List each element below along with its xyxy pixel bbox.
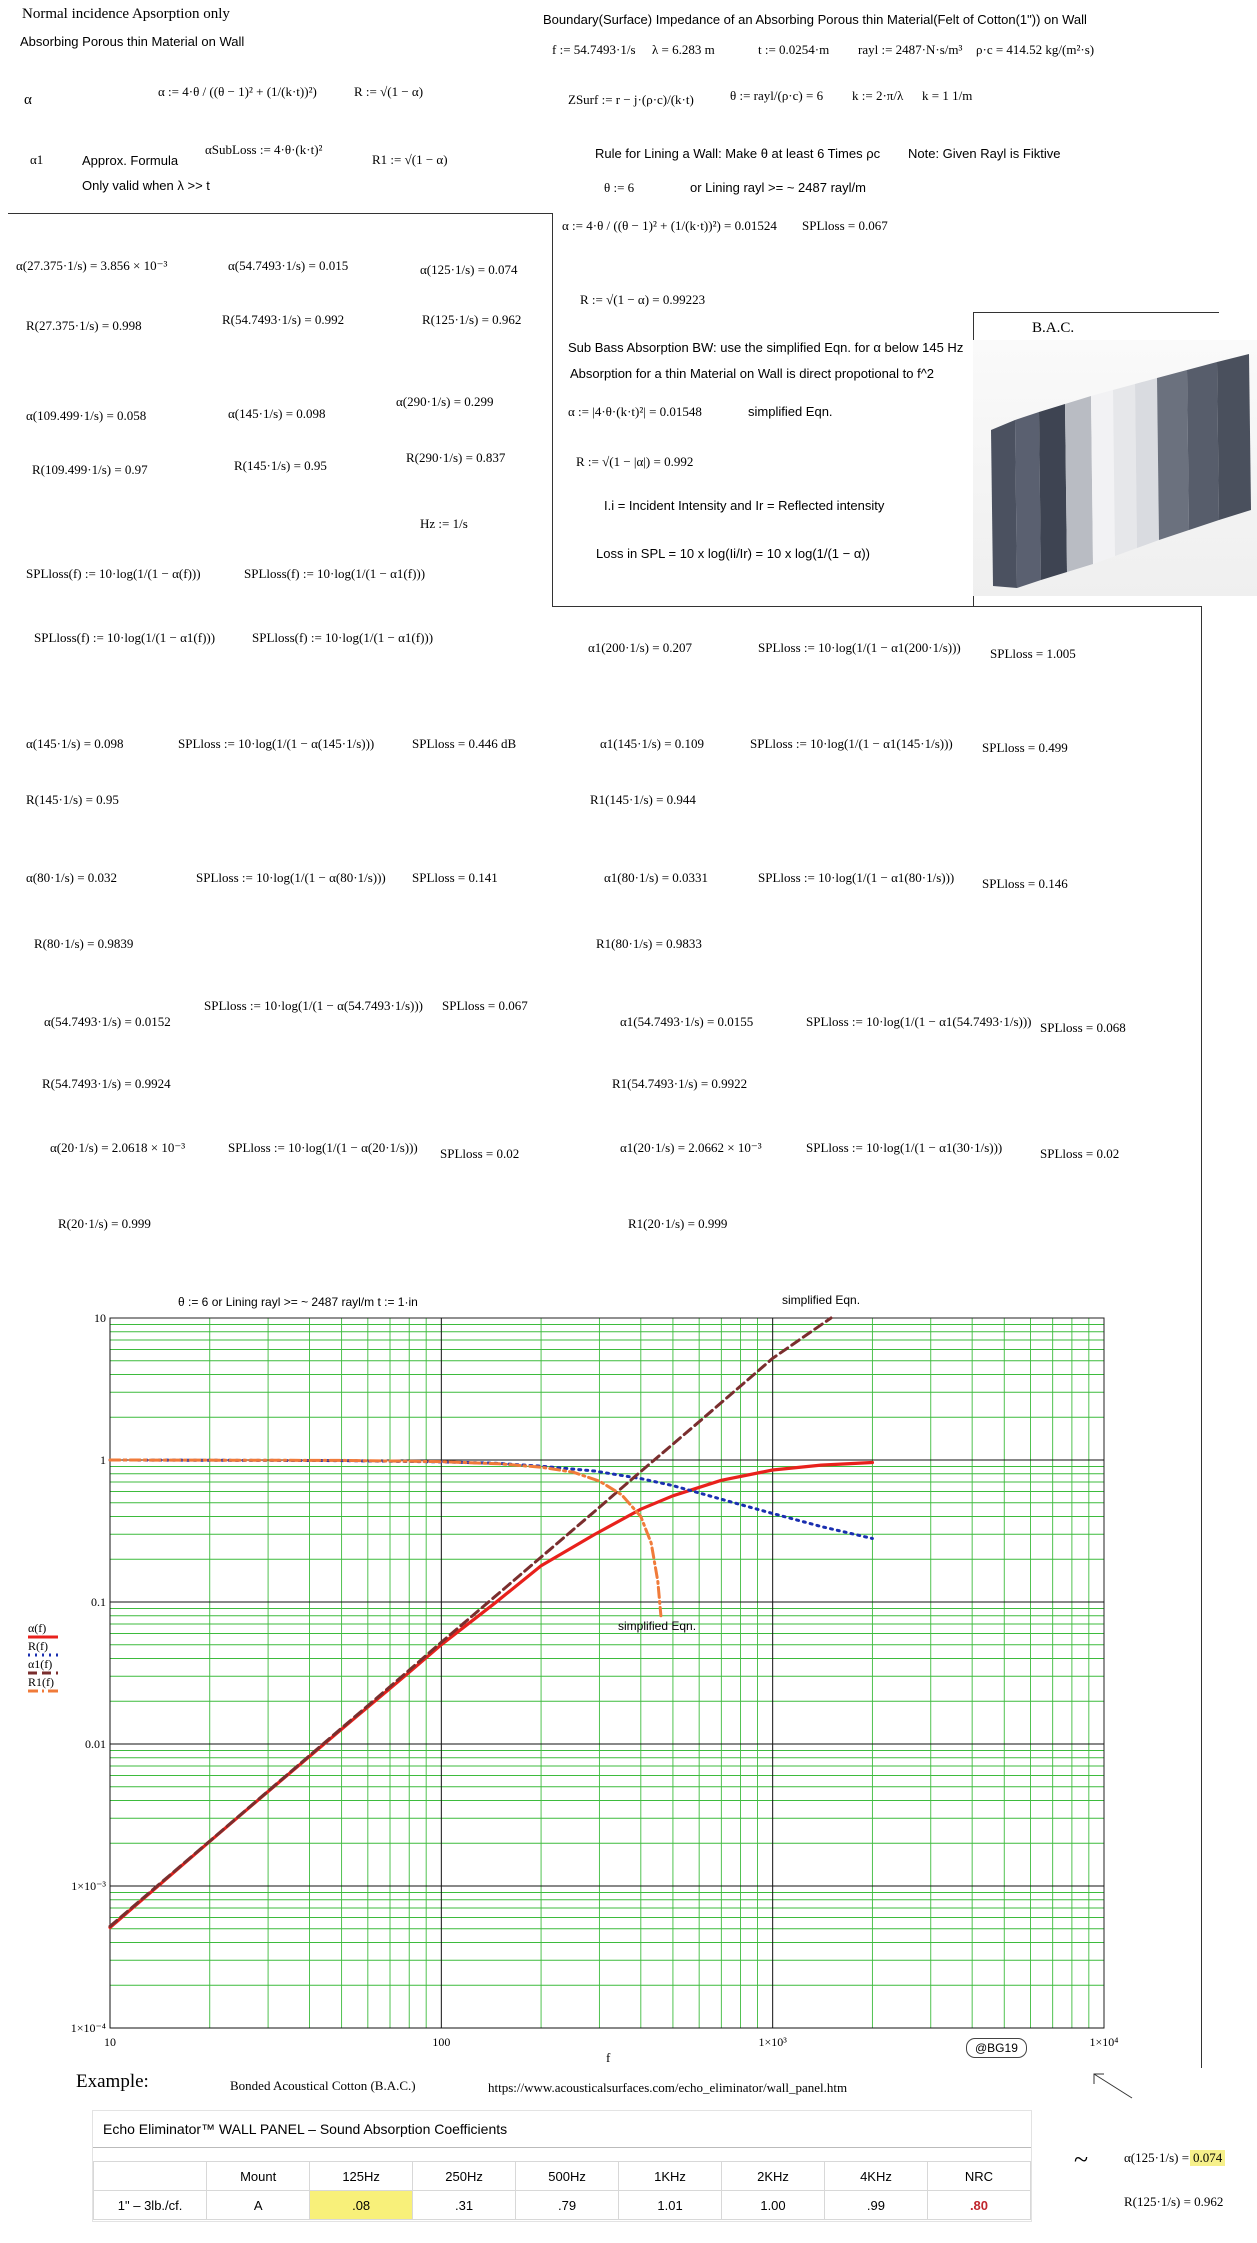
- row3-alpha: α(54.7493·1/s) = 0.0152: [44, 1014, 171, 1029]
- legend-label: R(f): [28, 1639, 48, 1653]
- row1-alpha1: α1(145·1/s) = 0.109: [600, 736, 705, 751]
- row1-spl-val: SPLloss = 0.446 dB: [412, 736, 517, 751]
- impedance-title: Boundary(Surface) Impedance of an Absorbing Porous thin Material(Felt of Cotton(1")) on Wall: [543, 12, 1087, 27]
- rayl-definition: rayl := 2487·N·s/m³: [858, 42, 963, 57]
- spl-def-alpha: SPLloss(f) := 10·log(1/(1 − α(f))): [26, 566, 201, 581]
- valid-note: Only valid when λ >> t: [82, 178, 210, 193]
- spl-200-def: SPLloss := 10·log(1/(1 − α1(200·1/s))): [758, 640, 961, 655]
- row3-alpha1: α1(54.7493·1/s) = 0.0155: [620, 1014, 754, 1029]
- row1-r: R(145·1/s) = 0.95: [26, 792, 119, 807]
- table-cell: 1.01: [619, 2191, 722, 2220]
- example-label: Example:: [76, 2071, 149, 2092]
- table-cell-highlight: .08: [310, 2191, 413, 2220]
- alpha-definition: α := 4·θ / ((θ − 1)² + (1/(k·t))²): [158, 84, 317, 99]
- simplified-label: simplified Eqn.: [748, 404, 833, 419]
- y-tick-label: 1×10⁻³: [71, 1879, 106, 1893]
- row3-r1: R1(54.7493·1/s) = 0.9922: [612, 1076, 748, 1091]
- row4-r1: R1(20·1/s) = 0.999: [628, 1216, 728, 1231]
- k-value: k = 1 1/m: [922, 88, 973, 103]
- table-cell: A: [207, 2191, 310, 2220]
- spl-200-value: SPLloss = 1.005: [990, 646, 1076, 661]
- header-cell: 500Hz: [516, 2162, 619, 2191]
- bac-label: B.A.C.: [1032, 320, 1075, 336]
- grid-major: [110, 1318, 1104, 2028]
- alpha-125-label: α(125·1/s) =: [1124, 2150, 1190, 2165]
- row3-spl-val: SPLloss = 0.067: [442, 998, 528, 1013]
- value-r-54: R(54.7493·1/s) = 0.992: [222, 312, 345, 327]
- row4-spl-def: SPLloss := 10·log(1/(1 − α(20·1/s))): [228, 1140, 418, 1155]
- row4-alpha1: α1(20·1/s) = 2.0662 × 10⁻³: [620, 1140, 762, 1155]
- divider: [973, 312, 1219, 313]
- header-cell: 2KHz: [722, 2162, 825, 2191]
- row4-alpha: α(20·1/s) = 2.0618 × 10⁻³: [50, 1140, 186, 1155]
- r-125-value: R(125·1/s) = 0.962: [1124, 2194, 1224, 2209]
- divider: [552, 606, 1202, 607]
- plot-frame: [110, 1318, 1104, 2028]
- chart-series: [110, 1318, 872, 1928]
- row1-spl-def: SPLloss := 10·log(1/(1 − α(145·1/s))): [178, 736, 375, 751]
- alpha-125-value: 0.074: [1190, 2150, 1225, 2166]
- header-cell: Mount: [207, 2162, 310, 2191]
- spl-value: SPLloss = 0.067: [802, 218, 888, 233]
- legend-label: R1(f): [28, 1675, 54, 1689]
- r-value: R := √(1 − α) = 0.99223: [580, 292, 706, 307]
- subtitle: Absorbing Porous thin Material on Wall: [20, 34, 245, 49]
- row2-r1: R1(80·1/s) = 0.9833: [596, 936, 702, 951]
- approx-label: Approx. Formula: [82, 153, 179, 168]
- panels-photo: [973, 340, 1257, 596]
- row2-alpha1: α1(80·1/s) = 0.0331: [604, 870, 709, 885]
- table-cell: .79: [516, 2191, 619, 2220]
- row4-spl1-def: SPLloss := 10·log(1/(1 − α1(30·1/s))): [806, 1140, 1003, 1155]
- header-cell: NRC: [927, 2162, 1030, 2191]
- table-cell: 1" – 3lb./cf.: [94, 2191, 207, 2220]
- x-tick-label: 100: [432, 2035, 451, 2049]
- row4-spl1-val: SPLloss = 0.02: [1040, 1146, 1120, 1161]
- loss-text: Loss in SPL = 10 x log(Ii/Ir) = 10 x log(1/(1 − α)): [596, 546, 871, 561]
- value-r-290: R(290·1/s) = 0.837: [406, 450, 506, 465]
- row3-spl1-def: SPLloss := 10·log(1/(1 − α1(54.7493·1/s))): [806, 1014, 1032, 1029]
- annotation-simplified-top: simplified Eqn.: [782, 1293, 861, 1307]
- row4-spl-val: SPLloss = 0.02: [440, 1146, 520, 1161]
- value-r-109: R(109.499·1/s) = 0.97: [32, 462, 148, 477]
- subbass-text: Sub Bass Absorption BW: use the simplified Eqn. for α below 145 Hz: [568, 340, 964, 355]
- y-tick-label: 0.1: [91, 1595, 106, 1609]
- panels-image: [973, 340, 1257, 596]
- row1-spl1-def: SPLloss := 10·log(1/(1 − α1(145·1/s))): [750, 736, 953, 751]
- r1-definition: R1 := √(1 − α): [372, 152, 448, 167]
- pointer-arrow: [1088, 2070, 1138, 2102]
- legend-label: α1(f): [28, 1657, 53, 1671]
- value-r-125: R(125·1/s) = 0.962: [422, 312, 522, 327]
- row2-spl-def: SPLloss := 10·log(1/(1 − α(80·1/s))): [196, 870, 386, 885]
- value-r-27: R(27.375·1/s) = 0.998: [26, 318, 142, 333]
- row1-alpha: α(145·1/s) = 0.098: [26, 736, 124, 751]
- absorption-chart: [0, 1290, 1200, 2070]
- spl-def-alpha1-c: SPLloss(f) := 10·log(1/(1 − α1(f))): [252, 630, 434, 645]
- y-tick-label: 1: [100, 1453, 106, 1467]
- rule-text: Rule for Lining a Wall: Make θ at least 6 Times ρc: [595, 146, 881, 161]
- header-cell: 250Hz: [413, 2162, 516, 2191]
- value-alpha-125: α(125·1/s) = 0.074: [420, 262, 518, 277]
- row3-spl1-val: SPLloss = 0.068: [1040, 1020, 1126, 1035]
- theta-value: θ := rayl/(ρ·c) = 6: [730, 88, 824, 103]
- row2-spl1-def: SPLloss := 10·log(1/(1 − α1(80·1/s))): [758, 870, 955, 885]
- divider: [93, 2147, 1031, 2148]
- lambda-value: λ = 6.283 m: [652, 42, 715, 57]
- divider: [552, 213, 553, 607]
- x-axis-label: f: [606, 2050, 611, 2065]
- value-alpha-145: α(145·1/s) = 0.098: [228, 406, 326, 421]
- row3-spl-def: SPLloss := 10·log(1/(1 − α(54.7493·1/s))): [204, 998, 423, 1013]
- row2-alpha: α(80·1/s) = 0.032: [26, 870, 118, 885]
- author-badge: @BG19: [966, 2038, 1027, 2058]
- page-title: Normal incidence Apsorption only: [22, 6, 230, 22]
- chart-header: θ := 6 or Lining rayl >= ~ 2487 rayl/m t := 1·in: [178, 1295, 418, 1309]
- row2-spl-val: SPLloss = 0.141: [412, 870, 498, 885]
- y-tick-label: 10: [94, 1311, 106, 1325]
- spl-def-alpha1: SPLloss(f) := 10·log(1/(1 − α1(f))): [244, 566, 426, 581]
- zsurf-definition: ZSurf := r − j·(ρ·c)/(k·t): [568, 92, 694, 107]
- lining-text: or Lining rayl >= ~ 2487 rayl/m: [690, 180, 866, 195]
- hz-definition: Hz := 1/s: [420, 516, 468, 531]
- y-tick-label: 0.01: [85, 1737, 106, 1751]
- row2-spl1-val: SPLloss = 0.146: [982, 876, 1068, 891]
- alpha-value-expr: α := 4·θ / ((θ − 1)² + (1/(k·t))²) = 0.01524: [562, 218, 777, 233]
- alpha1-symbol: α1: [30, 152, 44, 167]
- table-header-row: [94, 2162, 1031, 2191]
- x-tick-label: 10: [104, 2035, 116, 2049]
- legend: [28, 1621, 58, 1691]
- subloss-definition: αSubLoss := 4·θ·(k·t)²: [205, 142, 323, 157]
- f-definition: f := 54.7493·1/s: [552, 42, 636, 57]
- grid-minor: [110, 1318, 1104, 2028]
- thin-text: Absorption for a thin Material on Wall is direct propotional to f^2: [570, 366, 935, 381]
- table-cell: .99: [824, 2191, 927, 2220]
- value-alpha-27: α(27.375·1/s) = 3.856 × 10⁻³: [16, 258, 168, 273]
- table-cell: .31: [413, 2191, 516, 2220]
- row3-r: R(54.7493·1/s) = 0.9924: [42, 1076, 171, 1091]
- example-url[interactable]: https://www.acousticalsurfaces.com/echo_eliminator/wall_panel.htm: [488, 2080, 848, 2095]
- table-row: [94, 2191, 1031, 2220]
- row1-r1: R1(145·1/s) = 0.944: [590, 792, 696, 807]
- value-alpha-54: α(54.7493·1/s) = 0.015: [228, 258, 349, 273]
- header-cell: 4KHz: [824, 2162, 927, 2191]
- annotation-simplified-bottom: simplified Eqn.: [618, 1619, 697, 1633]
- series-line-3: [110, 1460, 661, 1616]
- header-cell: 1KHz: [619, 2162, 722, 2191]
- x-tick-label: 1×10⁴: [1089, 2035, 1119, 2049]
- chart-ticks: [71, 1311, 1119, 2049]
- header-cell: [94, 2162, 207, 2191]
- r-definition: R := √(1 − α): [354, 84, 424, 99]
- value-alpha1-200: α1(200·1/s) = 0.207: [588, 640, 693, 655]
- row2-r: R(80·1/s) = 0.9839: [34, 936, 134, 951]
- row1-spl1-val: SPLloss = 0.499: [982, 740, 1068, 755]
- table-cell: 1.00: [722, 2191, 825, 2220]
- divider: [1201, 606, 1202, 2068]
- y-tick-label: 1×10⁻⁴: [70, 2021, 106, 2035]
- t-definition: t := 0.0254·m: [758, 42, 830, 57]
- rhoc-value: ρ·c = 414.52 kg/(m²·s): [976, 42, 1095, 57]
- theta-assign: θ := 6: [604, 180, 635, 195]
- series-line-0: [110, 1463, 872, 1928]
- divider: [8, 213, 552, 214]
- k-definition: k := 2·π/λ: [852, 88, 904, 103]
- value-alpha-290: α(290·1/s) = 0.299: [396, 394, 494, 409]
- fiktive-note: Note: Given Rayl is Fiktive: [908, 146, 1061, 161]
- legend-label: α(f): [28, 1621, 47, 1635]
- spl-def-alpha1-b: SPLloss(f) := 10·log(1/(1 − α1(f))): [34, 630, 216, 645]
- example-product: Bonded Acoustical Cotton (B.A.C.): [230, 2078, 416, 2093]
- intensity-text: I.i = Incident Intensity and Ir = Reflected intensity: [604, 498, 885, 513]
- x-tick-label: 1×10³: [758, 2035, 787, 2049]
- coefficient-panel: [92, 2110, 1032, 2222]
- coefficient-table: [93, 2161, 1031, 2220]
- alpha-simplified: α := |4·θ·(k·t)²| = 0.01548: [568, 404, 702, 419]
- r-simplified: R := √(1 − |α|) = 0.992: [576, 454, 694, 469]
- value-r-145: R(145·1/s) = 0.95: [234, 458, 327, 473]
- tilde-symbol: ~: [1074, 2145, 1089, 2174]
- header-cell: 125Hz: [310, 2162, 413, 2191]
- row4-r: R(20·1/s) = 0.999: [58, 1216, 151, 1231]
- table-cell-nrc: .80: [927, 2191, 1030, 2220]
- alpha-symbol: α: [24, 92, 32, 108]
- coefficient-title: Echo Eliminator™ WALL PANEL – Sound Absorption Coefficients: [103, 2121, 508, 2137]
- value-alpha-109: α(109.499·1/s) = 0.058: [26, 408, 147, 423]
